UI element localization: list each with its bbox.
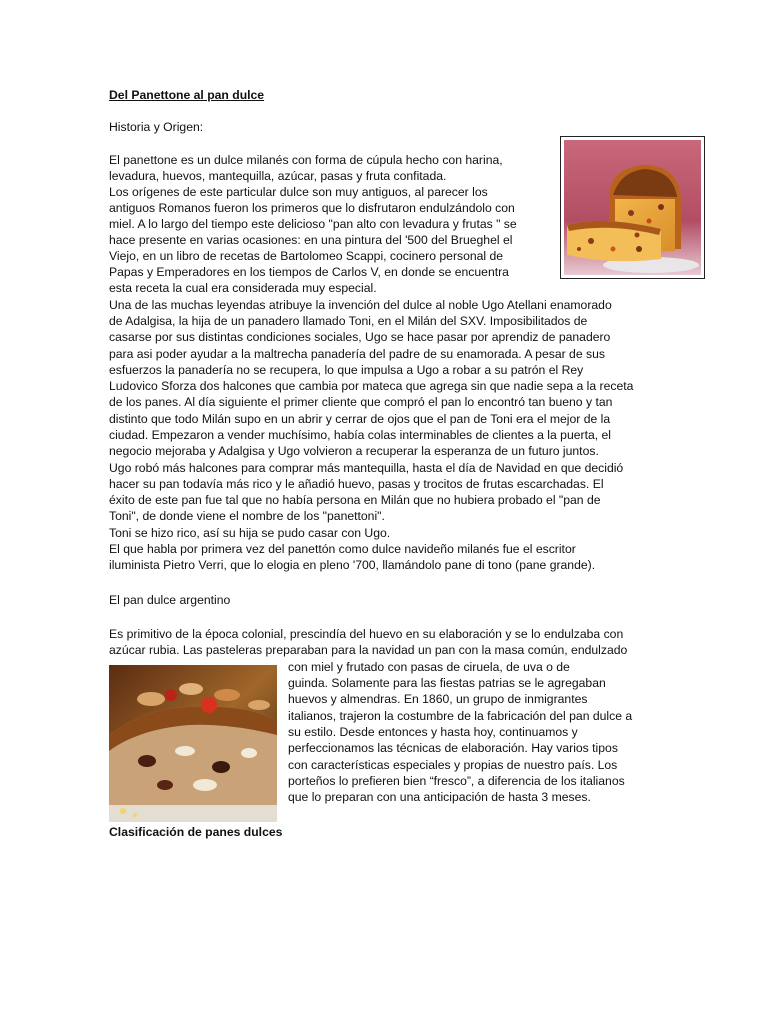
paragraph-line: huevos y almendras. En 1860, un grupo de inmigrantes [288,692,588,706]
paragraph-line: Los orígenes de este particular dulce son muy antiguos, al parecer los [109,185,488,199]
paragraph-line: Ludovico Sforza dos halcones que cambia por mateca que agrega sin que nadie sepa a la receta [109,379,634,393]
paragraph-line: esta receta la cual era considerada muy especial. [109,281,377,295]
paragraph-line: Es primitivo de la época colonial, prescindía del huevo en su elaboración y se lo endulzaba con [109,627,624,641]
paragraph-line: ciudad. Empezaron a vender muchísimo, había colas interminables de clientes a la puerta, el [109,428,611,442]
paragraph-line: casarse por sus distintas condiciones sociales, Ugo se hace pasar por aprendiz de panadero [109,330,611,344]
paragraph-line: que lo preparan con una anticipación de hasta 3 meses. [288,790,591,804]
section-heading-historia: Historia y Origen: [109,120,204,134]
paragraph-line: levadura, huevos, mantequilla, azúcar, pasas y fruta confitada. [109,169,447,183]
pan-dulce-image [109,665,277,822]
paragraph-line: su estilo. Desde entonces y hasta hoy, continuamos y [288,725,578,739]
section-heading-clasificacion: Clasificación de panes dulces [109,825,283,839]
paragraph-line: italianos, trajeron la costumbre de la fabricación del pan dulce a [288,709,633,723]
paragraph-line: El que habla por primera vez del panettón como dulce navideño milanés fue el escritor [109,542,576,556]
paragraph-line: de Adalgisa, la hija de un panadero llamado Toni, en el Milán del SXV. Imposibilitados de [109,314,588,328]
paragraph-line: azúcar rubia. Las pasteleras preparaban para la navidad un pan con la masa común, endulzado [109,643,628,657]
paragraph-line: con miel y frutado con pasas de ciruela, de uva o de [288,660,570,674]
paragraph-line: miel. A lo largo del tiempo este delicioso "pan alto con levadura y frutas " se [109,217,517,231]
paragraph-line: Toni se hizo rico, así su hija se pudo casar con Ugo. [109,526,391,540]
paragraph-line: para asi poder ayudar a la maltrecha panadería del padre de su enamorada. A pesar de sus [109,347,605,361]
paragraph-line: esfuerzos la panadería no se recupera, lo que impulsa a Ugo a robar a su patrón el Rey [109,363,584,377]
document-title: Del Panettone al pan dulce [109,88,265,102]
paragraph-line: de los panes. Al día siguiente el primer cliente que compró el pan lo encontró tan bueno y tan [109,395,613,409]
paragraph-line: Ugo robó más halcones para comprar más mantequilla, hasta el día de Navidad en que decidió [109,461,624,475]
paragraph-line: Toni", de donde viene el nombre de los "panettoni". [109,509,385,523]
paragraph-line: iluminista Pietro Verri, que lo elogia en pleno '700, llamándolo pane di tono (pane grande). [109,558,596,572]
paragraph-line: Una de las muchas leyendas atribuye la invención del dulce al noble Ugo Atellani enamorado [109,298,612,312]
paragraph-line: antiguos Romanos fueron los primeros que lo disfrutaron endulzándolo con [109,201,515,215]
paragraph-line: negocio mejoraba y Adalgisa y Ugo volvieron a recuperar la esperanza de un futuro juntos. [109,444,599,458]
paragraph-line: El panettone es un dulce milanés con forma de cúpula hecho con harina, [109,153,503,167]
paragraph-line: porteños lo prefieren bien “fresco”, a diferencia de los italianos [288,774,625,788]
paragraph-line: Viejo, en un libro de recetas de Bartolomeo Scappi, cocinero personal de [109,249,504,263]
paragraph-line: hacer su pan todavía más rico y le añadió huevo, pasas y trocitos de frutas escarchadas. El [109,477,604,491]
paragraph-line: perfeccionamos las técnicas de elaboración. Hay varios tipos [288,741,618,755]
paragraph-line: guinda. Solamente para las fiestas patrias se le agregaban [288,676,606,690]
paragraph-line: éxito de este pan fue tal que no había persona en Milán que no hubiera probado el "pan de [109,493,601,507]
paragraph-line: Papas y Emperadores en los tiempos de Carlos V, en donde se encuentra [109,265,509,279]
paragraph-line: con características especiales y propias de nuestro país. Los [288,758,618,772]
paragraph-line: distinto que todo Milán supo en un abrir y cerrar de ojos que el pan de Toni era el mejor de la [109,412,611,426]
panettone-image [560,136,705,279]
paragraph-line: hace presente en varias ocasiones: en una pintura del '500 del Brueghel el [109,233,513,247]
section-heading-argentino: El pan dulce argentino [109,593,231,607]
